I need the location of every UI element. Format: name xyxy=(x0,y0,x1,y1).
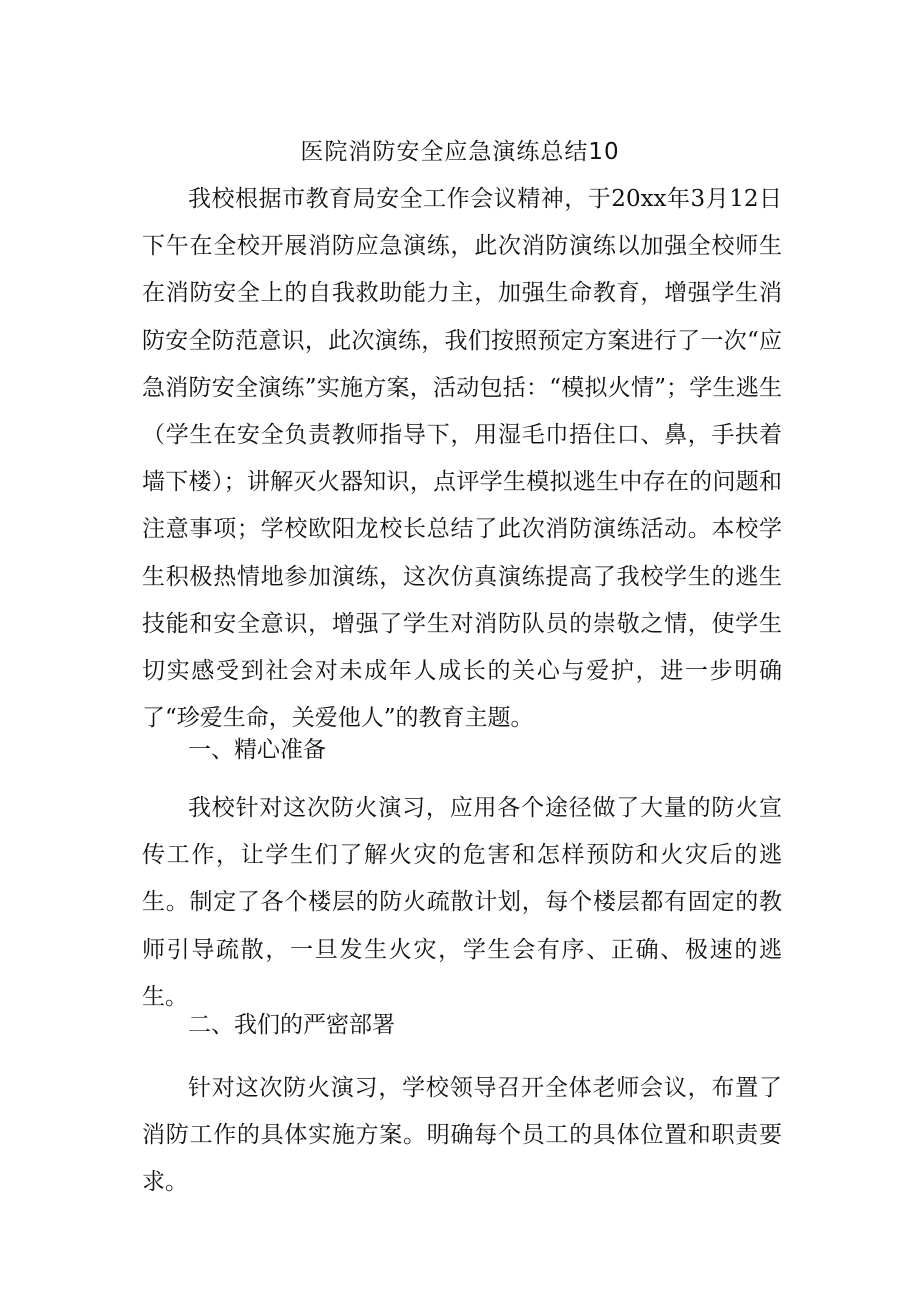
section-heading-deployment: 二、我们的严密部署 xyxy=(188,1012,395,1038)
section-heading-preparation: 一、精心准备 xyxy=(188,737,326,763)
paragraph-deployment: 针对这次防火演习，学校领导召开全体老师会议，布置了消防工作的具体实施方案。明确每个员工的具体位置和职责要求。 xyxy=(142,1075,782,1196)
paragraph-intro: 我校根据市教育局安全工作会议精神，于20xx年3月12日下午在全校开展消防应急演练，此次消防演练以加强全校师生在消防安全上的自我救助能力主，加强生命教育，增强学生消防安全防范意识，此次演练，我们按照预定方案进行了一次“应急消防安全演练”实施方案，活动包括：“模拟火情”；学生逃生（学生在安全负责教师指导下，用湿毛巾捂住口、鼻，手扶着墙下楼）；讲解灭火器知识，点评学生模拟逃生中存在的问题和注意事项；学校欧阳龙校长总结了此次消防演练活动。本校学生积极热情地参加演练，这次仿真演练提高了我校学生的逃生技能和安全意识，增强了学生对消防队员的崇敬之情，使学生切实感受到社会对未成年人成长的关心与爱护，进一步明确了“珍爱生命，关爱他人”的教育主题。 xyxy=(142,186,782,732)
paragraph-preparation: 我校针对这次防火演习，应用各个途径做了大量的防火宣传工作，让学生们了解火灾的危害和怎样预防和火灾后的逃生。制定了各个楼层的防火疏散计划，每个楼层都有固定的教师引导疏散，一旦发生火灾，学生会有序、正确、极速的逃生。 xyxy=(142,795,782,1010)
document-title: 医院消防安全应急演练总结10 xyxy=(300,139,620,165)
